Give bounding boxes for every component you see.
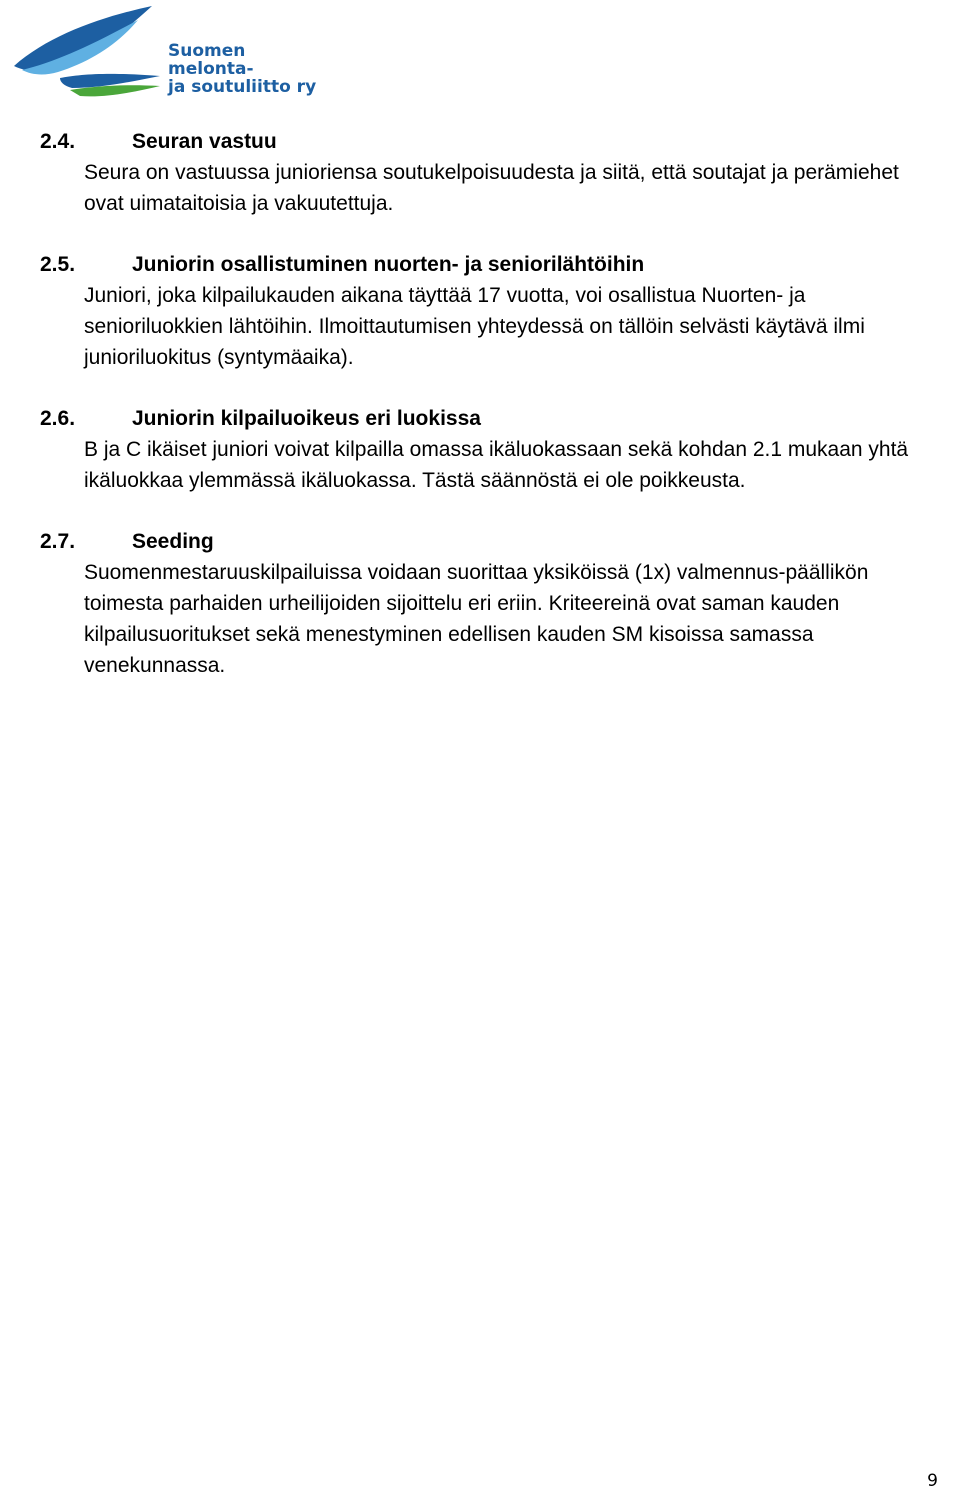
section-number: 2.5. xyxy=(40,253,76,276)
section-2-6 xyxy=(40,403,940,496)
section-title: Seuran vastuu xyxy=(132,130,277,153)
logo-text-line: Suomen xyxy=(168,41,246,61)
section-2-5 xyxy=(40,249,940,373)
document-body xyxy=(40,126,940,711)
section-title: Juniorin osallistuminen nuorten- ja seniorilähtöihin xyxy=(132,253,645,276)
section-title: Seeding xyxy=(132,530,214,553)
section-number: 2.7. xyxy=(40,530,76,553)
section-body: Juniori, joka kilpailukauden aikana täyttää 17 vuotta, voi osallistua Nuorten- ja senioriluokkien lähtöihin. Ilmoittautumisen yhteydessä on tällöin selvästi käytävä ilmi junioriluokitus (syntymäaika). xyxy=(84,284,865,369)
section-number: 2.4. xyxy=(40,130,76,153)
section-body: Seura on vastuussa junioriensa soutukelpoisuudesta ja siitä, että soutajat ja perämiehet ovat uimataitoisia ja vakuutettuja. xyxy=(84,161,899,215)
section-heading xyxy=(40,526,940,557)
section-body: B ja C ikäiset juniori voivat kilpailla omassa ikäluokassaan sekä kohdan 2.1 mukaan yhtä ikäluokkaa ylemmässä ikäluokassa. Tästä säännöstä ei ole poikkeusta. xyxy=(84,438,909,492)
logo-text-line: ja soutuliitto ry xyxy=(168,77,317,97)
section-2-7 xyxy=(40,526,940,681)
section-body: Suomenmestaruuskilpailuissa voidaan suorittaa yksiköissä (1x) valmennus-päällikön toimesta parhaiden urheilijoiden sijoittelu eri eriin. Kriteereinä ovat saman kauden kilpailusuoritukset sekä menestyminen edellisen kauden SM kisoissa samassa venekunnassa. xyxy=(84,561,869,677)
section-heading xyxy=(40,126,940,157)
logo-text xyxy=(168,42,316,96)
paddle-wave-icon xyxy=(10,4,170,100)
section-2-4 xyxy=(40,126,940,219)
page-number: 9 xyxy=(927,1471,938,1491)
federation-logo xyxy=(10,4,317,100)
section-heading xyxy=(40,403,940,434)
section-heading xyxy=(40,249,940,280)
section-title: Juniorin kilpailuoikeus eri luokissa xyxy=(132,407,481,430)
logo-text-line: melonta- xyxy=(168,59,254,79)
section-number: 2.6. xyxy=(40,407,76,430)
